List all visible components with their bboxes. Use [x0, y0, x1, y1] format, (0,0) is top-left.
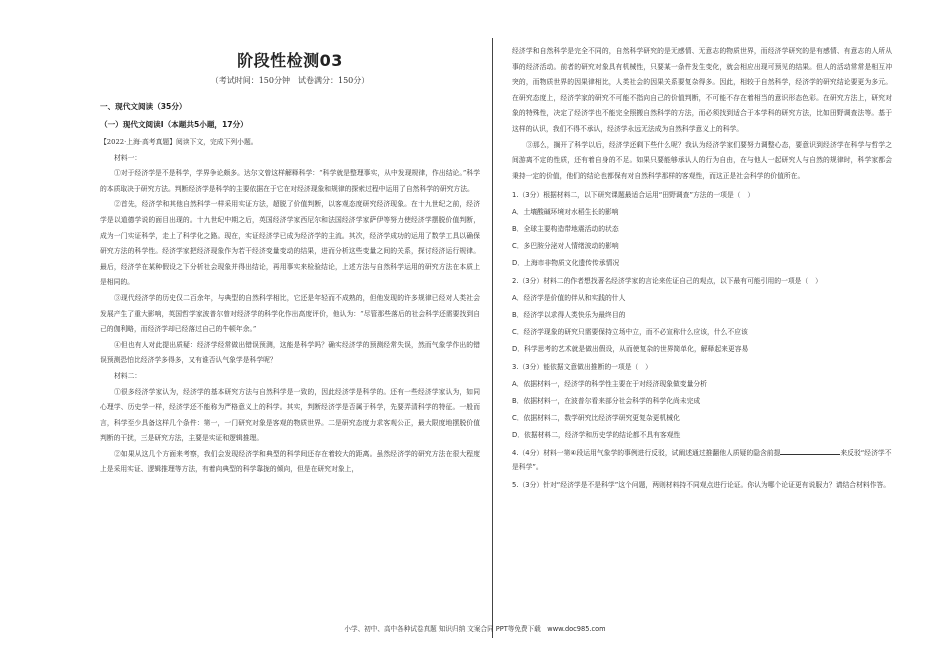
- question-2-option-b: B．经济学以求得人类快乐为最终目的: [512, 311, 626, 320]
- page-footer: 小学、初中、高中各种试卷真题 知识归纳 文案合同 PPT等免费下载 www.doc985.com: [344, 625, 606, 633]
- material1-para4: ④但也有人对此提出质疑：经济学经常做出错误预测，这能是科学吗？确实经济学的预测经常失误，然而气象学作出的错误预测恐怕比经济学多得多，又有谁否认气象学是科学呢？: [100, 340, 480, 365]
- material2-para3: ③那么，搁开了科学以后，经济学还剩下些什么呢？我认为经济学家们要努力调整心态，要意识到经济学在科学与哲学之间游离不定的性质，还有着自身的不足。如果只要能够承认人的行为自由，在与他人一起研究人与自然的规律时，科学家都会秉持一定的价值，他们的结论也都保有对自然科学那样的客观性，而这正是社会科学的价值所在。: [512, 140, 892, 180]
- question-2-option-c: C．经济学现象的研究只需要保持立场中立，而不必宣称什么应该，什么不应该: [512, 328, 748, 337]
- material2-para1: ①很多经济学家认为，经济学的基本研究方法与自然科学是一致的，因此经济学是科学的。还有一些经济学家认为，如同心理学、历史学一样，经济学还不能称为严格意义上的科学。其实，判断经济学是否属于科学，先要弄清科学的特征。一般而言，科学至少具备这样几个条件：第一，一门研究对象是客观的物质世界。二是研究态度力求客观公正，最大限度地摆脱价值判断的干扰，三是研究方法，主要是实证和逻辑推理。: [100, 387, 480, 443]
- question-3-option-a: A．依据材料一，经济学的科学性主要在于对经济现象做变量分析: [512, 380, 707, 389]
- answer-blank[interactable]: [780, 446, 840, 455]
- question-2-option-a: A．经济学是价值的伴从和实践的什人: [512, 294, 626, 303]
- reading-intro: 【2022·上海·高考真题】阅读下文，完成下列小题。: [100, 138, 258, 146]
- page-title: 阶段性检测03: [237, 51, 343, 70]
- question-3: 3.（3分）能依据文意做出推断的一项是（ ）: [512, 363, 652, 372]
- column-divider: [492, 38, 493, 638]
- question-4-text: 4.（4分）材料一第④段运用气象学的事例进行反驳，试阐述通过推翻他人质疑的隐含前提: [512, 449, 781, 458]
- exam-info: （考试时间：150分钟 试卷满分：150分）: [210, 76, 370, 85]
- question-1-option-c: C．多巴胺分泌对人情绪波动的影响: [512, 242, 619, 251]
- material2-label: 材料二：: [114, 371, 142, 380]
- question-2-option-d: D．科学思考的艺术就是做出假设，从而使复杂的世界简单化，解释起来更容易: [512, 345, 749, 354]
- material1-label: 材料一：: [114, 153, 142, 162]
- question-4-text-end: 来反驳“经济学不是科学”。: [512, 449, 892, 472]
- right-column: [512, 44, 892, 492]
- material1-para1: ①对于经济学是不是科学，学界争论颇多。达尔文曾这样解释科学：“科学就是整理事实，从中发现规律，作出结论。”科学的本质取决于研究方法。判断经济学是科学的主要依据在于它在对经济现象和规律的探索过程中运用了自然科学的研究方法。: [100, 169, 480, 193]
- question-3-option-d: D．依据材料二，经济学和历史学的结论都不具有客观性: [512, 431, 681, 440]
- material2-continuation: 经济学和自然科学是完全不同的，自然科学研究的是无感情、无意志的物质世界，而经济学研究的是有感情、有意志的人所从事的经济活动。前者的研究对象具有机械性，只要某一条件发生变化，就会相应出现可预见的结果。但人的活动常常是相互冲突的，而物质世界的因果律相比，人类社会的因果关系要复杂得多。因此，相较于自然科学，经济学的研究结论要更为多元。在研究态度上，经济学家的研究不可能不指向自己的价值判断，不可能不存在着相当的意识形态色彩。在研究方法上，研究对象的特殊性，决定了经济学也不能完全照搬自然科学的方法，而必须找到适合于本学科的研究方法，比如田野调查法等。基于这样的认识，我们不得不承认，经济学永远无法成为自然科学意义上的科学。: [512, 47, 892, 133]
- material1-para3: ③现代经济学的历史仅二百余年，与典型的自然科学相比，它还是年轻而不成熟的，但他发现的许多规律已经对人类社会发展产生了重大影响，英国哲学家波普尔曾对经济学的科学化作出高度评价，他认为：“尽管那些落后的社会科学还需要找到自己的伽利略，而经济学却已经落过自己的牛顿年余。”: [100, 293, 480, 334]
- material2-para2: ②如果从这几个方面来考察，我们会发现经济学和典型的科学间还存在着较大的距离。虽然经济学的研究方法在很大程度上是采用实证、逻辑推理等方法，有着向典型的科学靠拢的倾向，但是在研究对象上，: [100, 449, 480, 474]
- question-2: 2.（3分）材料二的作者想找著名经济学家的言论来佐证自己的观点，以下最有可能引用的一项是（ ）: [512, 277, 822, 286]
- question-3-option-c: C．依据材料二，数学研究比经济学研究更复杂更机械化: [512, 414, 680, 423]
- section-title: 一、现代文阅读（35分）: [100, 102, 187, 111]
- left-column: [100, 44, 480, 478]
- question-3-option-b: B．依据材料一，在波普尔看来部分社会科学的科学化尚未完成: [512, 397, 701, 406]
- question-5: 5.（3分）针对“经济学是不是科学”这个问题，两则材料持不同观点进行论证。你认为哪个论证更有说服力？请结合材料作答。: [512, 481, 891, 490]
- question-1: 1.（3分）根据材料二，以下研究课题最适合运用“田野调查”方法的一项是（ ）: [512, 191, 755, 200]
- question-1-option-a: A．土壤酸碱环境对水稻生长的影响: [512, 208, 619, 217]
- subsection-title: （一）现代文阅读Ⅰ（本题共5小题，17分）: [100, 120, 248, 129]
- question-4: [512, 446, 892, 474]
- question-1-option-d: D．上海市非物质文化遗传传承情况: [512, 259, 620, 268]
- question-1-option-b: B．全球主要构造带地震活动的状态: [512, 225, 619, 234]
- material1-para2: ②首先，经济学和其他自然科学一样采用实证方法，超脱了价值判断，以客观态度研究经济现象。在十九世纪之前，经济学是以道德学说的面目出现的。十九世纪中期之后，英国经济学家西尼尔和法国经济学家萨伊等努力使经济学摆脱价值判断，成为一门实证科学，走上了科学化之路。现在，实证经济学已成为经济学的主流。其次，经济学成功的运用了数学工具以确保研究方法的科学性。经济学家把经济现象作为若干经济变量变动的结果，进而分析这些变量之间的关系，探讨经济运行规律。最后，经济学在某种假设之下分析社会现象并得出结论，再用事实来检验结论，上述方法与自然科学运用的研究方法在本质上是相同的。: [100, 200, 480, 287]
